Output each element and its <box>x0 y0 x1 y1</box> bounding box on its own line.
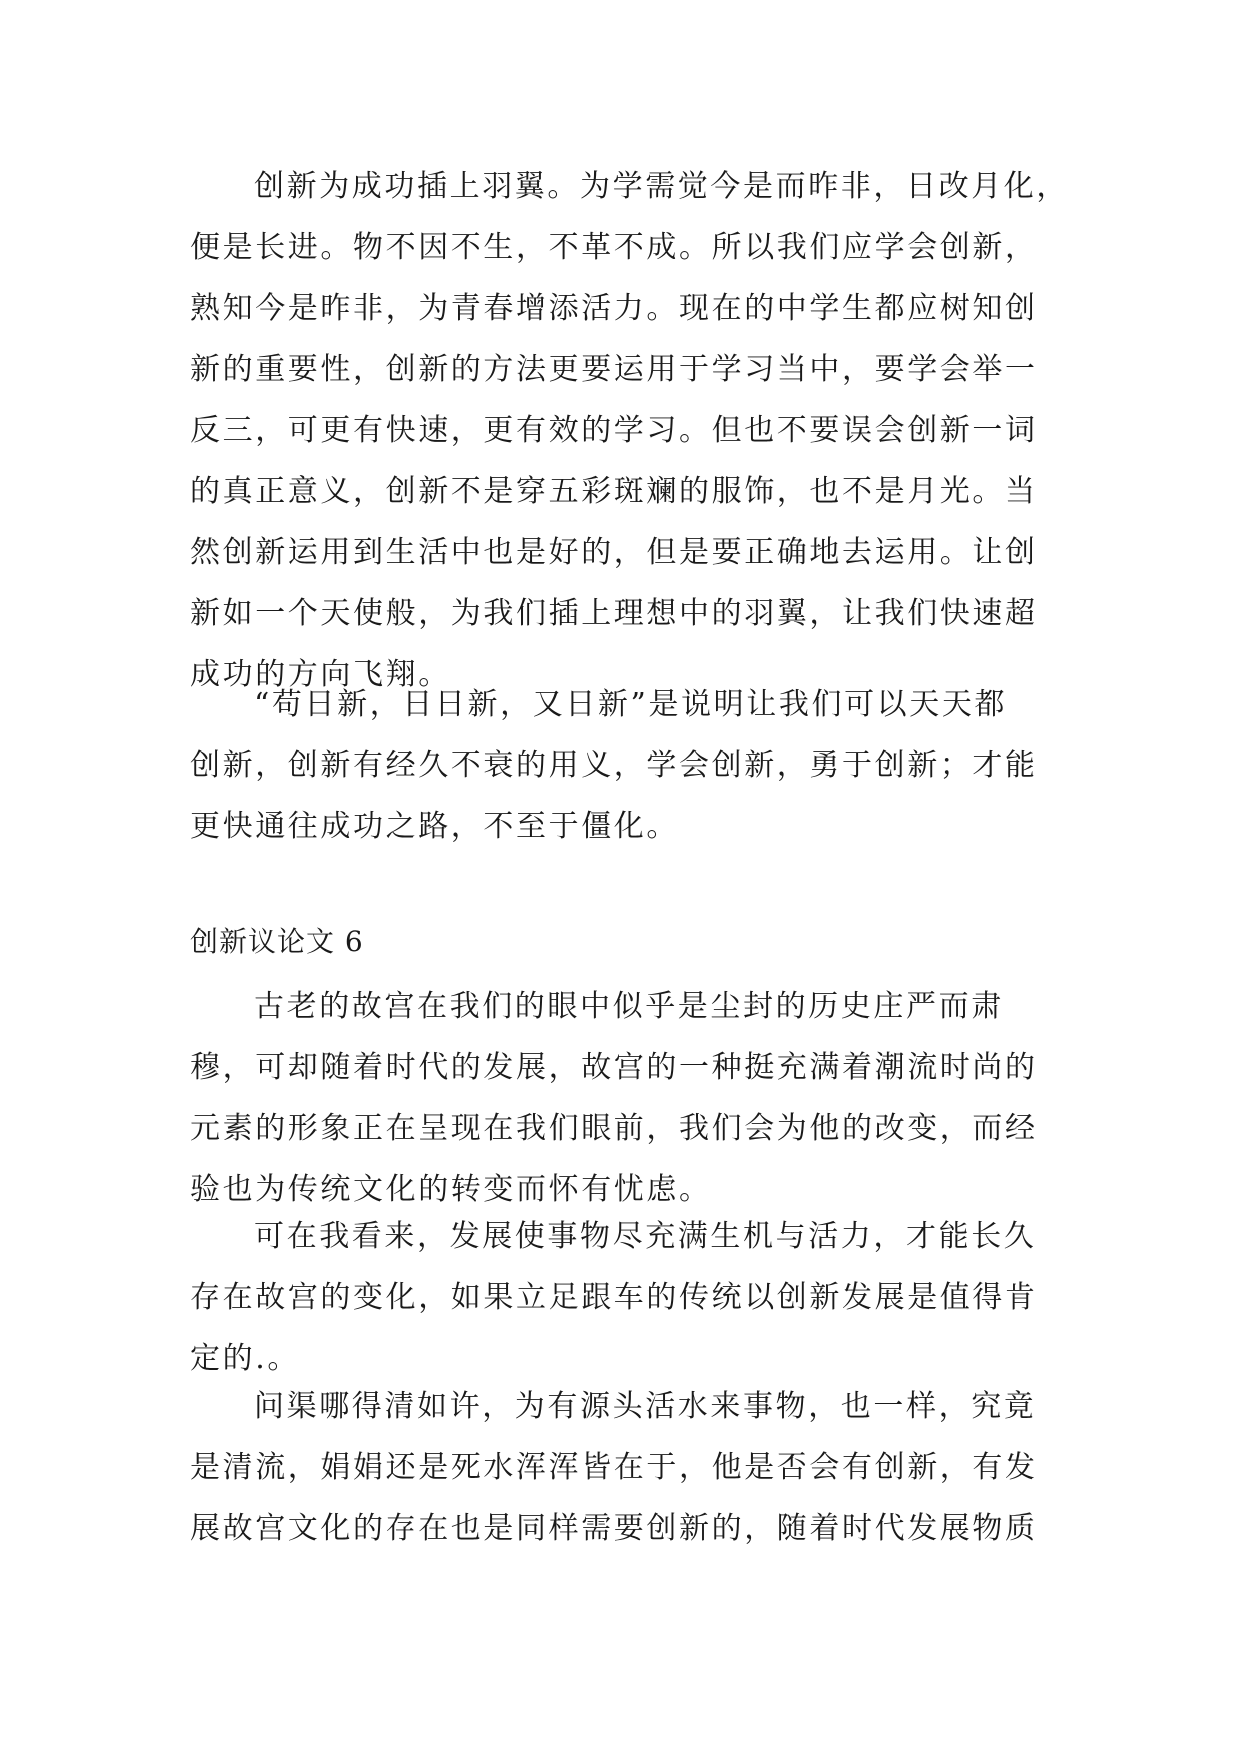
section-heading-block <box>190 912 1050 972</box>
paragraph-line: 穆，可却随着时代的发展，故宫的一种挺充满着潮流时尚的 <box>190 1050 1038 1085</box>
paragraph-line: 便是长进。物不因不生，不革不成。所以我们应学会创新， <box>190 230 1038 265</box>
paragraph-line: 问渠哪得清如许，为有源头活水来事物，也一样，究竟 <box>254 1389 1037 1424</box>
paragraph-line: 元素的形象正在呈现在我们眼前，我们会为他的改变，而经 <box>190 1111 1038 1146</box>
paragraph-line: 成功的方向飞翔。 <box>190 657 451 692</box>
paragraph-5 <box>190 1376 1050 1559</box>
paragraph-line: 创新，创新有经久不衰的用义，学会创新，勇于创新；才能 <box>190 748 1038 783</box>
paragraph-line: “苟日新，日日新，又日新”是说明让我们可以天天都 <box>254 687 1008 722</box>
paragraph-4 <box>190 1206 1050 1389</box>
paragraph-2 <box>190 674 1050 857</box>
paragraph-line: 的真正意义，创新不是穿五彩斑斓的服饰，也不是月光。当 <box>190 474 1038 509</box>
paragraph-1 <box>190 156 1069 705</box>
paragraph-line: 然创新运用到生活中也是好的，但是要正确地去运用。让创 <box>190 535 1038 570</box>
section-heading: 创新议论文 6 <box>190 925 364 958</box>
paragraph-line: 反三，可更有快速，更有效的学习。但也不要误会创新一词 <box>190 413 1038 448</box>
paragraph-line: 熟知今是昨非，为青春增添活力。现在的中学生都应树知创 <box>190 291 1038 326</box>
paragraph-line: 新的重要性，创新的方法更要运用于学习当中，要学会举一 <box>190 352 1038 387</box>
paragraph-line: 展故宫文化的存在也是同样需要创新的，随着时代发展物质 <box>190 1511 1038 1546</box>
paragraph-line: 更快通往成功之路，不至于僵化。 <box>190 809 679 844</box>
paragraph-line: 新如一个天使般，为我们插上理想中的羽翼，让我们快速超 <box>190 596 1038 631</box>
paragraph-line: 可在我看来，发展使事物尽充满生机与活力，才能长久 <box>254 1219 1037 1254</box>
paragraph-line: 定的.。 <box>190 1341 300 1376</box>
paragraph-line: 验也为传统文化的转变而怀有忧虑。 <box>190 1172 712 1207</box>
paragraph-line: 古老的故宫在我们的眼中似乎是尘封的历史庄严而肃 <box>254 989 1004 1024</box>
paragraph-line: 存在故宫的变化，如果立足跟车的传统以创新发展是值得肯 <box>190 1280 1038 1315</box>
paragraph-3 <box>190 976 1050 1220</box>
paragraph-line: 是清流，娟娟还是死水浑浑皆在于，他是否会有创新，有发 <box>190 1450 1038 1485</box>
paragraph-line: 创新为成功插上羽翼。为学需觉今是而昨非，日改月化， <box>254 169 1069 204</box>
